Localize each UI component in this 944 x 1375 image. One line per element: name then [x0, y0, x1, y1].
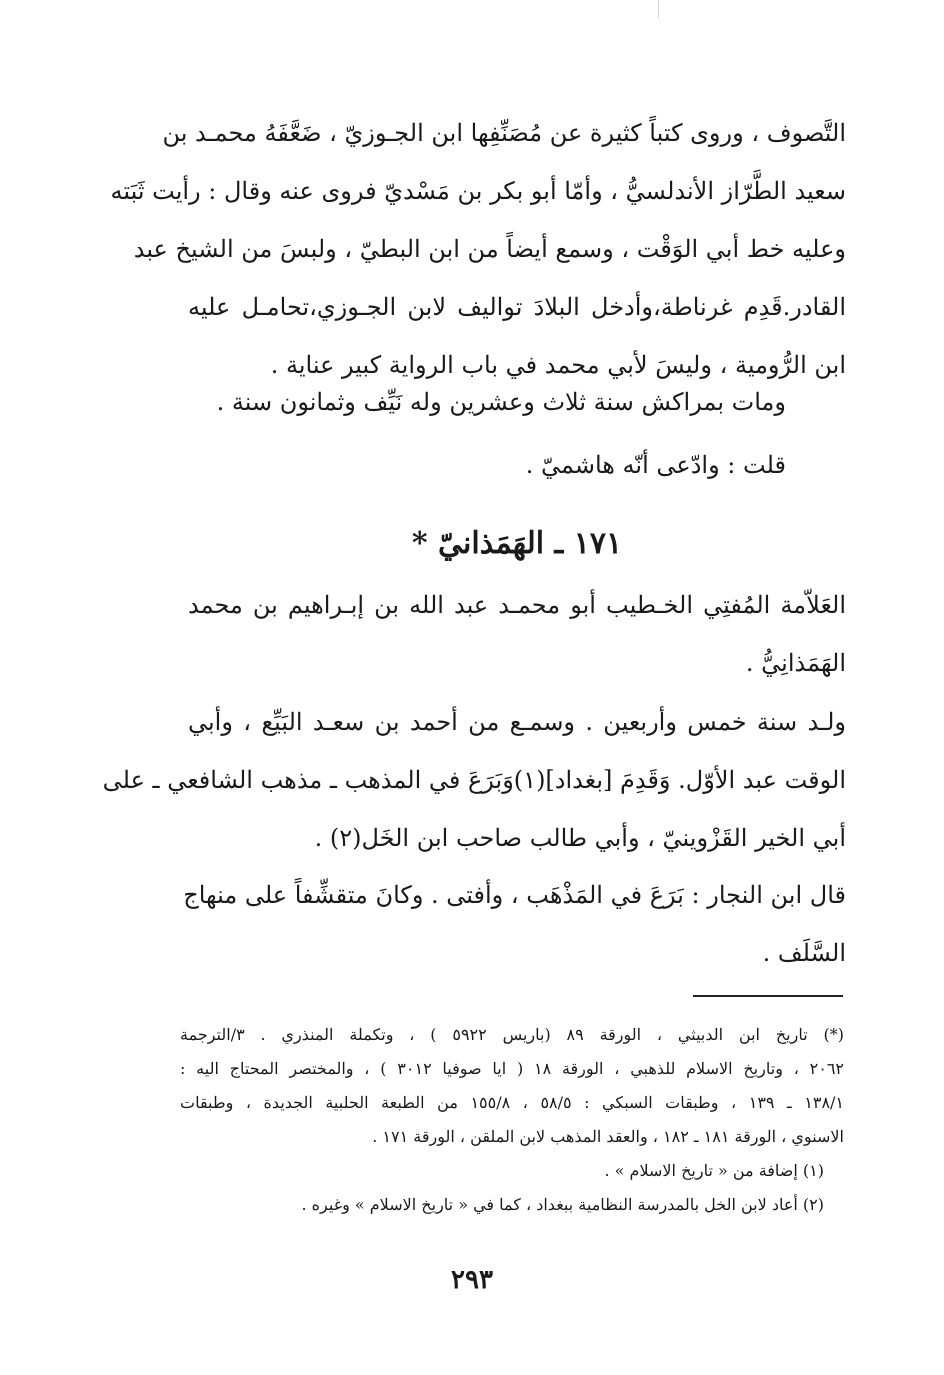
text-line: الهَمَذانِيُّ .	[745, 649, 846, 677]
paragraph-death	[188, 373, 846, 431]
text-line: قلت : وادّعى أنّه هاشميّ .	[525, 451, 786, 479]
text-line: ولـد سنة خمس وأربعين . وسمـع من أحمد بن سعـد البَيِّع ، وأبي	[188, 708, 846, 736]
footnote-line: (*) تاريخ ابن الدبيثي ، الورقة ٨٩ (باريس ٥٩٢٢ ) ، وتكملة المنذري . ٣/الترجمة	[180, 1025, 844, 1044]
text-line: الوقت عبد الأوّل. وَقَدِمَ [بغداد](١)وَبَرَعَ في المذهب ـ مذهب الشافعي ـ على	[102, 766, 846, 794]
text-line: وعليه خط أبي الوَقْت ، وسمع أيضاً من ابن البطيّ ، ولبسَ من الشيخ عبد	[133, 235, 846, 263]
footnote-line: ٢٠٦٢ ، وتاريخ الاسلام للذهبي ، الورقة ١٨ ( ايا صوفيا ٣٠١٢ ) ، والمختصر المحتاج اليه :	[180, 1059, 845, 1078]
text-line: التَّصوف ، وروى كتباً كثيرة عن مُصَنِّفِها ابن الجـوزيّ ، ضَعَّفَهُ محمـد بن	[162, 119, 846, 147]
paragraph-birth-study	[102, 693, 846, 867]
footnote-line: (١) إضافة من « تاريخ الاسلام » .	[604, 1161, 824, 1180]
footnote-line: ١٣٨/١ ـ ١٣٩ ، وطبقات السبكي : ٥٨/٥ ، ١٥٥/٨ من الطبعة الحلبية الجديدة ، وطبقات	[180, 1093, 845, 1112]
footnote-separator	[693, 995, 843, 997]
scan-edge-mark	[658, 0, 659, 18]
footnote-line: الاسنوي ، الورقة ١٨١ ـ ١٨٢ ، والعقد المذهب لابن الملقن ، الورقة ١٧١ .	[372, 1127, 844, 1146]
text-line: أبي الخير القَزْوينيّ ، وأبي طالب صاحب ابن الخَل(٢) .	[314, 824, 846, 852]
text-line: سعيد الطَّرّاز الأندلسيُّ ، وأمّا أبو بكر بن مَسْديّ فروى عنه وقال : رأيت ثَبَته	[110, 177, 846, 205]
text-line: العَلاّمة المُفتِي الخـطيب أبو محمـد عبد الله بن إبـراهيم بن محمد	[188, 591, 846, 619]
paragraph-entry-intro	[188, 576, 846, 692]
text-line: ابن الرُّومية ، وليسَ لأبي محمد في باب الرواية كبير عناية .	[270, 351, 846, 379]
footnotes	[180, 1018, 844, 1222]
paragraph-ibn-najjar-quote	[183, 866, 846, 982]
footnote-line: (٢) أعاد لابن الخل بالمدرسة النظامية ببغداد ، كما في « تاريخ الاسلام » وغيره .	[301, 1195, 824, 1214]
entry-heading: ١٧١ ـ الهَمَذانيّ *	[411, 526, 623, 561]
text-line: قال ابن النجار : بَرَعَ في المَذْهَب ، وأفتى . وكانَ متقشِّفاً على منهاج	[183, 881, 846, 909]
text-line: السَّلَف .	[762, 939, 846, 967]
text-line: القادر.قَدِم غرناطة،وأدخل البلادَ تواليف لابن الجـوزي،تحامـل عليه	[188, 293, 846, 321]
paragraph-biography-continued	[110, 104, 846, 394]
paragraph-comment	[188, 436, 846, 494]
text-line: ومات بمراكش سنة ثلاث وعشرين وله نَيِّف وثمانون سنة .	[216, 388, 786, 416]
page-number: ٢٩٣	[451, 1265, 493, 1295]
